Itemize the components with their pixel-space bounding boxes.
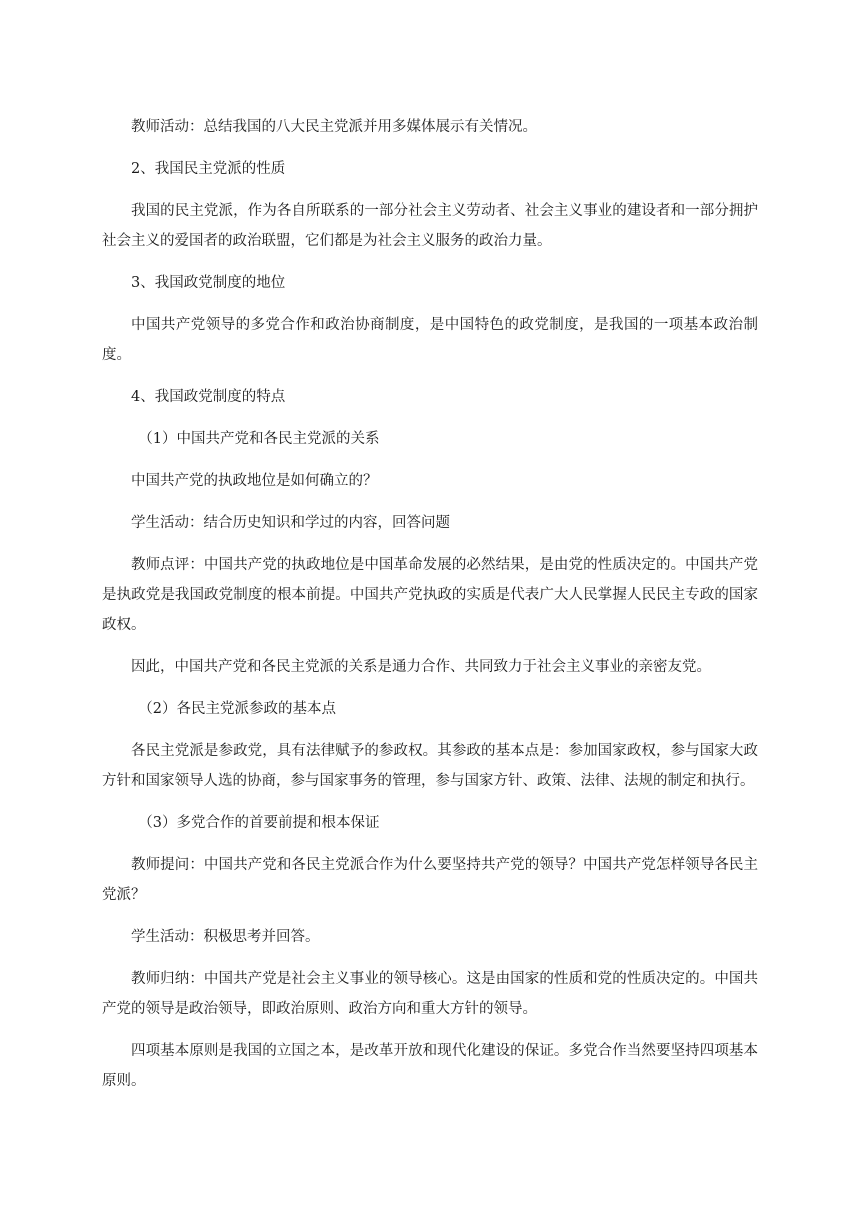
subheading-participation: （2）各民主党派参政的基本点 <box>138 701 336 717</box>
paragraph-student-answer: 学生活动：积极思考并回答。 <box>131 929 320 945</box>
paragraph-teacher-summary: 教师归纳：中国共产党是社会主义事业的领导核心。这是由国家的性质和党的性质决定的。中国共产党的领导是政治领导，即政治原则、政治方向和重大方针的领导。 <box>102 971 758 1017</box>
paragraph-teacher-comment: 教师点评：中国共产党的执政地位是中国革命发展的必然结果，是由党的性质决定的。中国共产党是执政党是我国政党制度的根本前提。中国共产党执政的实质是代表广大人民掌握人民民主专政的国家政权。 <box>102 557 758 633</box>
paragraph-teacher-question: 教师提问：中国共产党和各民主党派合作为什么要坚持共产党的领导？中国共产党怎样领导各民主党派？ <box>102 857 758 903</box>
subheading-guarantee: （3）多党合作的首要前提和根本保证 <box>138 815 380 831</box>
heading-system-status: 3、我国政党制度的地位 <box>131 275 286 291</box>
document-body <box>102 112 758 1108</box>
paragraph-conclusion: 因此，中国共产党和各民主党派的关系是通力合作、共同致力于社会主义事业的亲密友党。 <box>131 659 711 675</box>
subheading-relationship: （1）中国共产党和各民主党派的关系 <box>138 431 380 447</box>
paragraph-system-status: 中国共产党领导的多党合作和政治协商制度，是中国特色的政党制度，是我国的一项基本政治制度。 <box>102 317 758 363</box>
heading-system-features: 4、我国政党制度的特点 <box>131 389 286 405</box>
heading-party-nature: 2、我国民主党派的性质 <box>131 161 286 177</box>
paragraph-participation: 各民主党派是参政党，具有法律赋予的参政权。其参政的基本点是：参加国家政权，参与国家大政方针和国家领导人选的协商，参与国家事务的管理，参与国家方针、政策、法律、法规的制定和执行。 <box>102 743 758 789</box>
paragraph-teacher-activity: 教师活动：总结我国的八大民主党派并用多媒体展示有关情况。 <box>131 119 537 135</box>
paragraph-party-nature: 我国的民主党派，作为各自所联系的一部分社会主义劳动者、社会主义事业的建设者和一部分拥护社会主义的爱国者的政治联盟，它们都是为社会主义服务的政治力量。 <box>102 203 758 249</box>
paragraph-student-activity: 学生活动：结合历史知识和学过的内容，回答问题 <box>131 515 450 531</box>
paragraph-question: 中国共产党的执政地位是如何确立的？ <box>131 473 378 489</box>
paragraph-four-principles: 四项基本原则是我国的立国之本，是改革开放和现代化建设的保证。多党合作当然要坚持四项基本原则。 <box>102 1043 758 1089</box>
